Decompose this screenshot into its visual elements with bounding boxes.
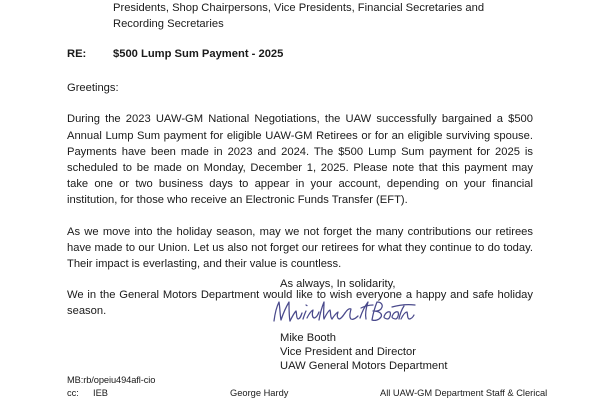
salutation: Greetings: (67, 81, 119, 94)
re-label: RE: (67, 48, 87, 61)
re-line (67, 47, 533, 63)
signature-image (268, 296, 418, 328)
cc-recipient-2: George Hardy (230, 387, 289, 398)
addressee-continuation-line: Presidents, Shop Chairpersons, Vice Presidents, Financial Secretaries and Recording Secretaries (113, 2, 485, 30)
cc-label: cc: (67, 387, 79, 398)
typist-reference: MB:rb/opeiu494afl-cio (67, 375, 156, 385)
handwritten-signature-icon (268, 296, 418, 328)
body-paragraph-2: As we move into the holiday season, may we not forget the many contributions our retirees have made to our Union. Let us also not forget our retirees for what they continue to do today. Their impact is everlasting, and their value is countless. (67, 225, 533, 270)
re-subject: $500 Lump Sum Payment - 2025 (113, 48, 284, 61)
cc-row (67, 388, 547, 400)
signer-name: Mike Booth (280, 332, 336, 344)
signer-title: Vice President and Director (280, 345, 416, 358)
signer-department: UAW General Motors Department (280, 359, 448, 372)
signer-block (280, 332, 447, 373)
letter-footer (67, 375, 547, 399)
closing-salutation: As always, In solidarity, (280, 278, 396, 290)
body-paragraph-3: We in the General Motors Department would like to wish everyone a happy and safe holiday season. (67, 289, 533, 318)
letter-body-column (67, 0, 533, 320)
cc-recipient-3: All UAW-GM Department Staff & Clerical (380, 387, 548, 398)
body-paragraph-1: During the 2023 UAW-GM National Negotiations, the UAW successfully bargained a $500 Annual Lump Sum payment for eligible UAW-GM Retirees or for an eligible surviving spouse. Payments have been made in 2023 and 2024. The $500 Lump Sum payment for 2025 is scheduled to be made on Monday, December 1, 2025. Please note that this payment may take one or two business days to appear in your account, depending on your financial institution, for those who receive an Electronic Funds Transfer (EFT). (67, 113, 533, 207)
cc-recipient-1: IEB (93, 387, 108, 398)
